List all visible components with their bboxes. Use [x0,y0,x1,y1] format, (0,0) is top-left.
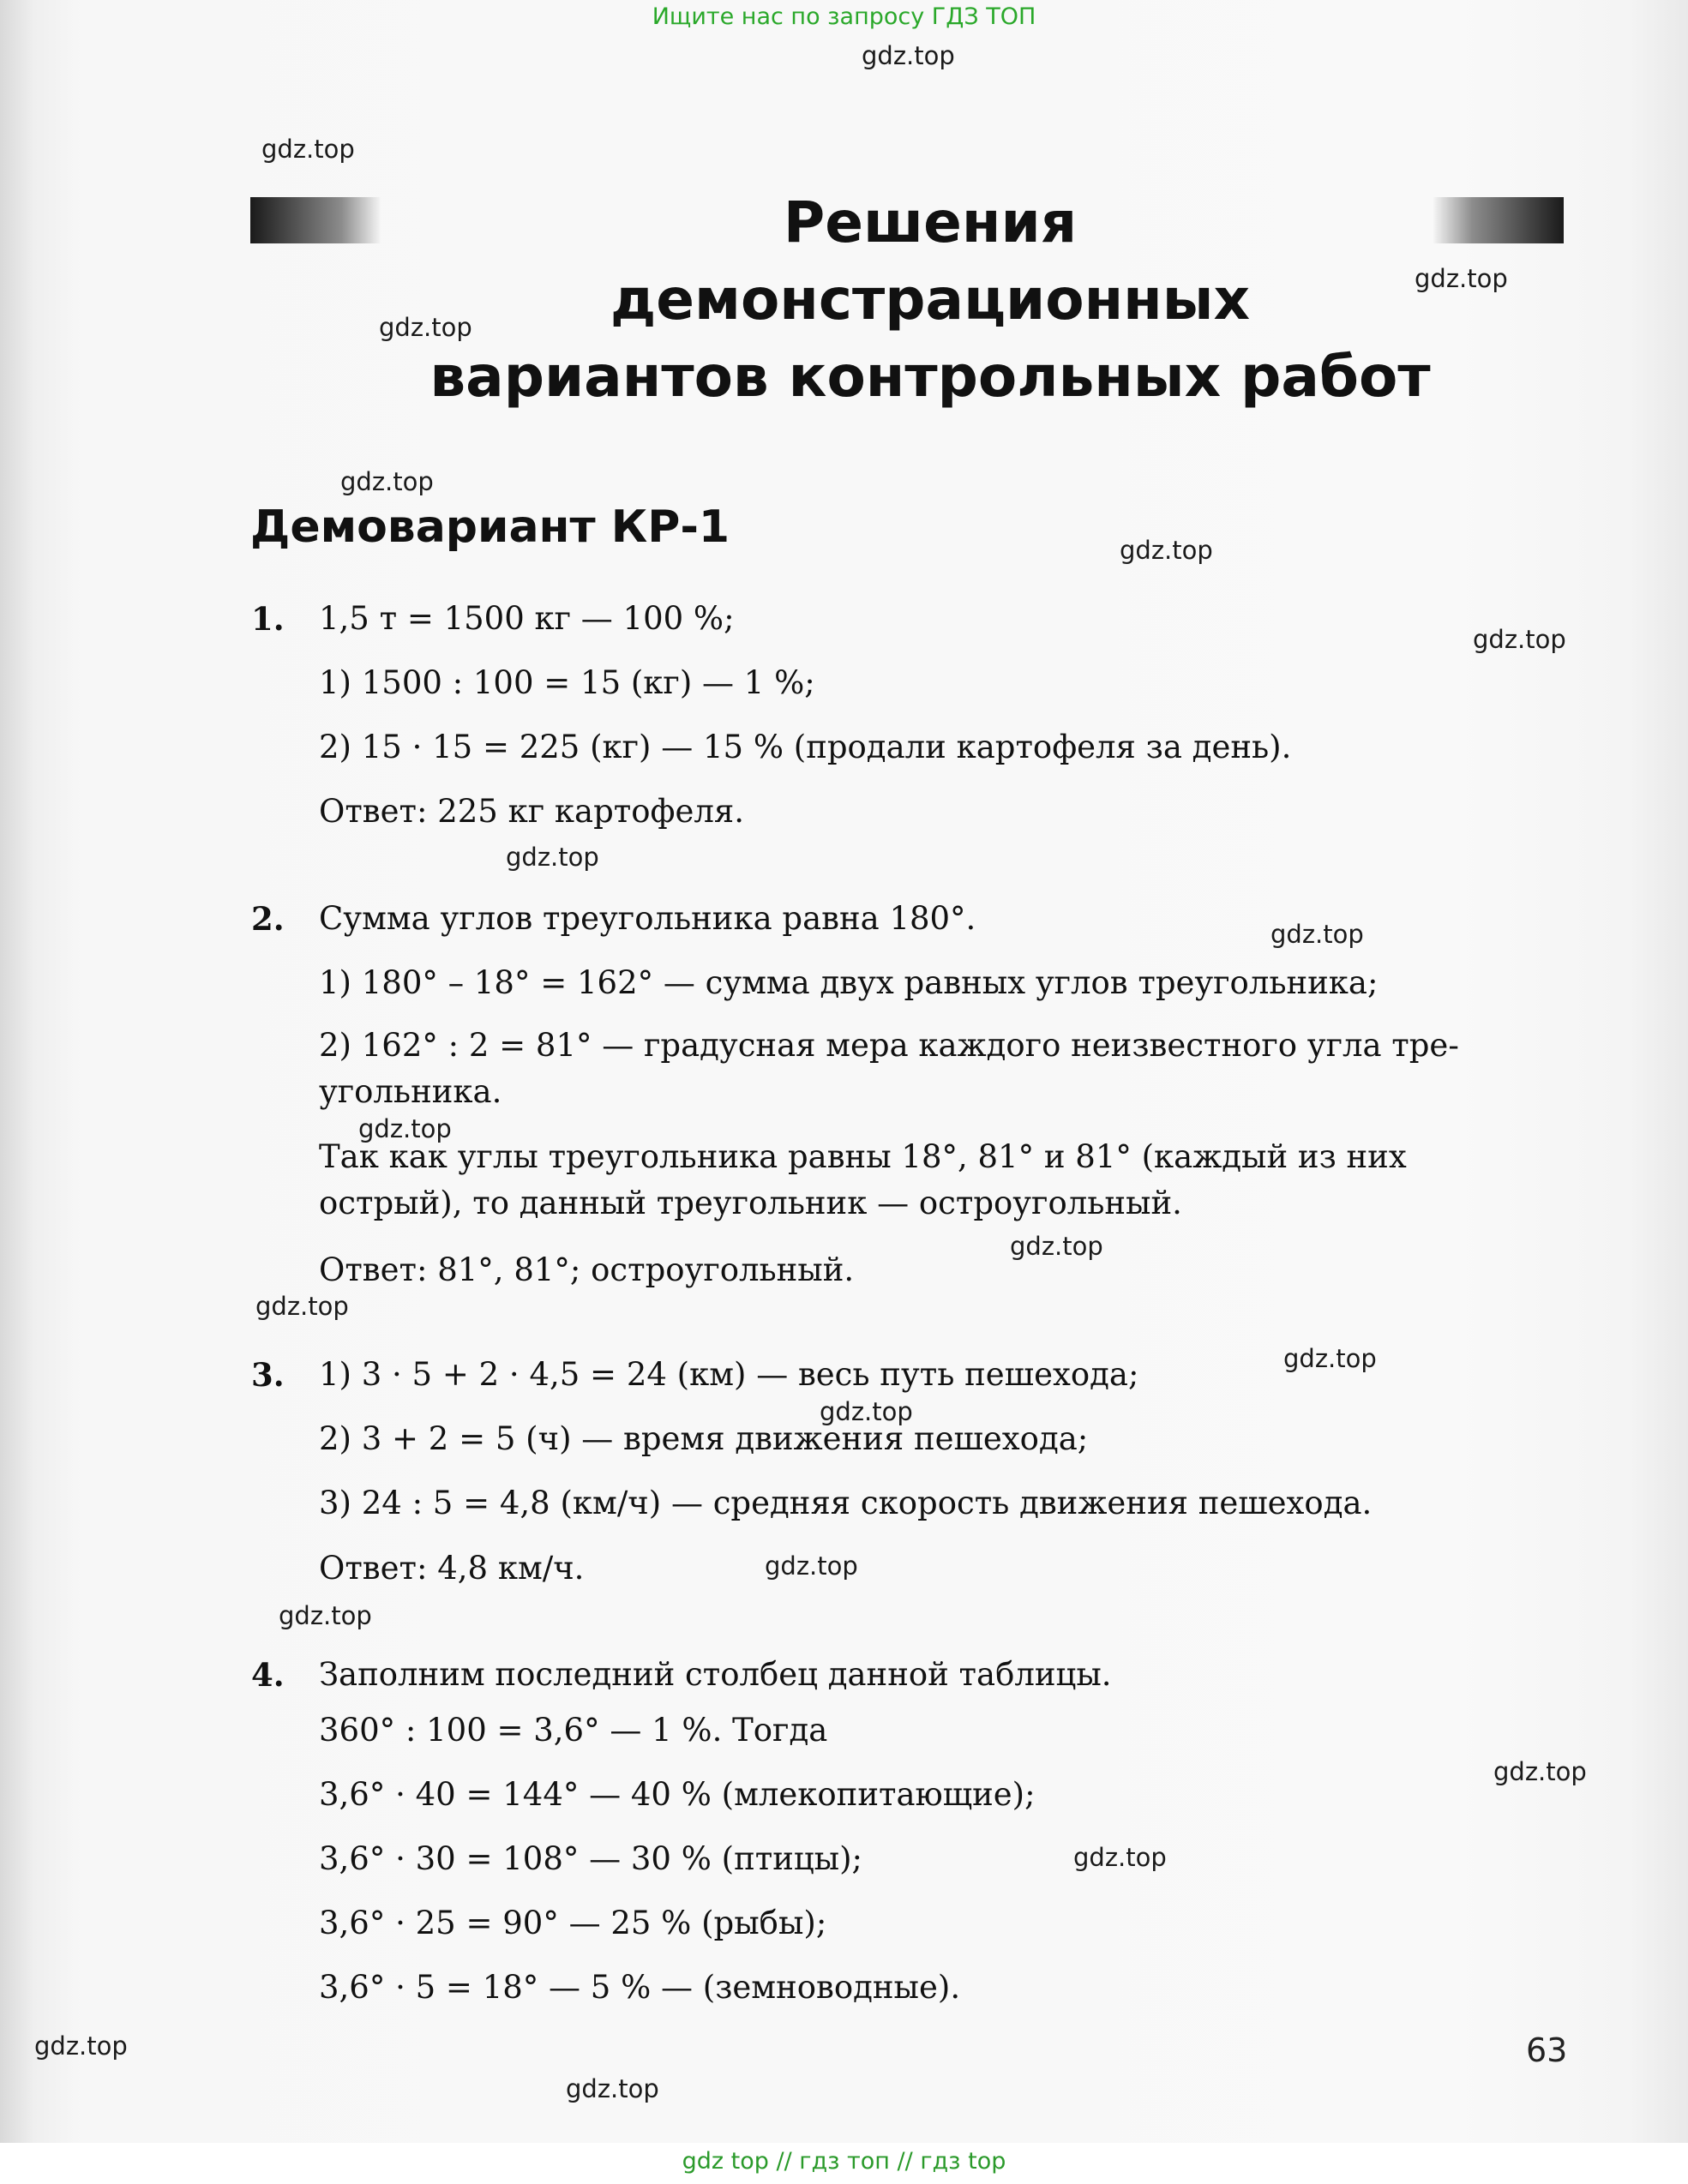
solution-line: угольника. [319,1073,502,1110]
watermark: gdz.top [765,1551,858,1581]
problem-number: 2. [251,900,285,938]
watermark: gdz.top [1073,1843,1167,1872]
solution-line: 1,5 т = 1500 кг — 100 %; [319,600,735,637]
solution-line: 2) 3 + 2 = 5 (ч) — время движения пешехода; [319,1420,1089,1457]
solution-line: 3,6° · 30 = 108° — 30 % (птицы); [319,1840,863,1877]
watermark: gdz.top [261,135,355,164]
solution-line: Так как углы треугольника равны 18°, 81° и 81° (каждый из них [319,1138,1407,1175]
watermark: gdz.top [379,313,472,342]
answer-line: Ответ: 225 кг картофеля. [319,793,744,830]
solution-line: 2) 15 · 15 = 225 (кг) — 15 % (продали картофеля за день). [319,729,1292,765]
title-line: вариантов контрольных работ [430,344,1431,410]
solution-line: 360° : 100 = 3,6° — 1 %. Тогда [319,1712,828,1749]
watermark: gdz.top [1283,1344,1377,1373]
section-heading: Демовариант КР-1 [250,501,730,553]
watermark: gdz.top [1010,1232,1103,1261]
problem-number: 3. [251,1356,285,1394]
title-line: Решения [783,189,1078,255]
watermark: gdz.top [1415,264,1508,293]
solution-line: 3,6° · 25 = 90° — 25 % (рыбы); [319,1905,827,1941]
page-number: 63 [1526,2031,1568,2069]
watermark: gdz.top [279,1601,372,1630]
solution-line: 1) 1500 : 100 = 15 (кг) — 1 %; [319,664,815,701]
watermark: gdz.top [358,1114,452,1143]
page-title [360,184,1500,416]
footer-links [0,2148,1688,2175]
solution-line: острый), то данный треугольник — остроугольный. [319,1185,1182,1221]
watermark: gdz.top [820,1397,913,1426]
top-search-link[interactable]: Ищите нас по запросу ГДЗ ТОП [652,3,1036,30]
solution-line: Сумма углов треугольника равна 180°. [319,900,976,937]
solution-line: 1) 3 · 5 + 2 · 4,5 = 24 (км) — весь путь пешехода; [319,1356,1139,1393]
watermark: gdz.top [1271,920,1364,949]
solution-line: 3,6° · 40 = 144° — 40 % (млекопитающие); [319,1776,1036,1813]
watermark: gdz.top [255,1292,349,1321]
footer-link[interactable]: гдз top [920,2148,1006,2175]
solution-line: 3) 24 : 5 = 4,8 (км/ч) — средняя скорость движения пешехода. [319,1485,1373,1521]
watermark: gdz.top [566,2074,659,2103]
problem-number: 1. [251,600,285,638]
solution-line: Заполним последний столбец данной таблицы. [319,1656,1112,1693]
solution-line: 2) 162° : 2 = 81° — градусная мера каждого неизвестного угла тре- [319,1027,1459,1064]
watermark: gdz.top [506,843,599,872]
watermark: gdz.top [1473,625,1566,654]
footer-link[interactable]: gdz top [682,2148,769,2175]
answer-line: Ответ: 4,8 км/ч. [319,1550,585,1587]
solution-line: 1) 180° – 18° = 162° — сумма двух равных углов треугольника; [319,964,1379,1001]
watermark: gdz.top [34,2031,128,2061]
watermark: gdz.top [1493,1757,1587,1786]
footer-separator: // [889,2148,921,2175]
footer-link[interactable]: гдз топ [799,2148,890,2175]
title-line: демонстрационных [610,267,1251,333]
problem-number: 4. [251,1656,285,1694]
footer-separator: // [768,2148,800,2175]
answer-line: Ответ: 81°, 81°; остроугольный. [319,1251,855,1288]
watermark: gdz.top [862,41,955,70]
watermark: gdz.top [1120,536,1213,565]
solution-line: 3,6° · 5 = 18° — 5 % — (земноводные). [319,1969,961,2006]
watermark: gdz.top [340,467,434,496]
